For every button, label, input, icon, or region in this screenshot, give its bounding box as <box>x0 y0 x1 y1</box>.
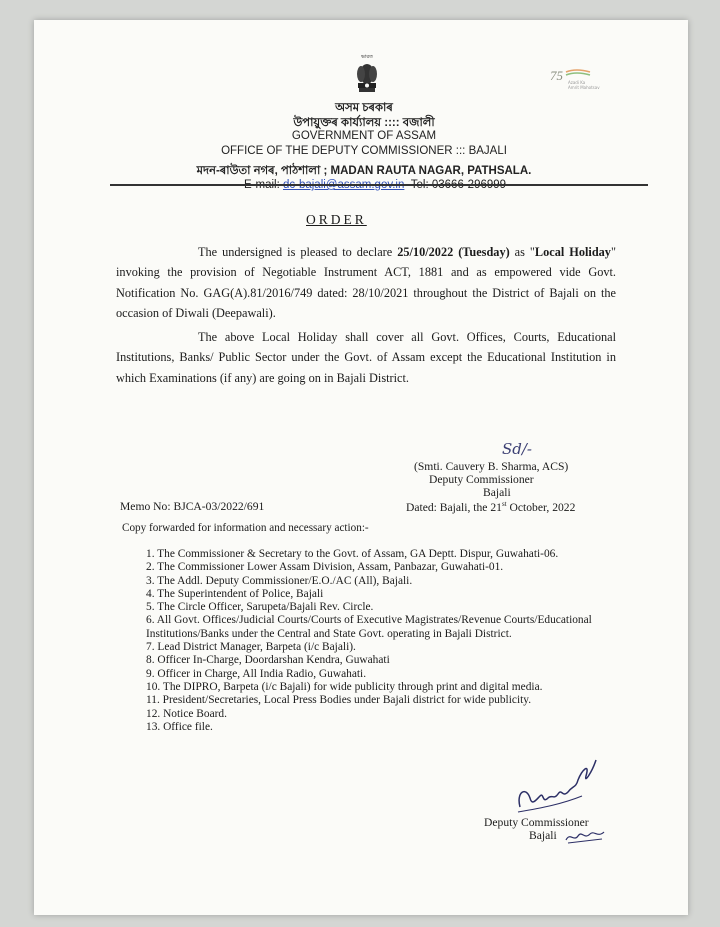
list-item: 1. The Commissioner & Secretary to the Govt. of Assam, GA Deptt. Dispur, Guwahati-06. <box>146 548 559 560</box>
list-item: 6. All Govt. Offices/Judicial Courts/Courts of Executive Magistrates/Revenue Courts/Educational Institutions/Banks under the Central and State Govt. operating in Bajali District. <box>146 614 592 640</box>
sd-text: Sd/- <box>502 440 532 458</box>
footer-place: Bajali <box>529 829 557 842</box>
svg-text:ভারত: ভারত <box>361 54 373 60</box>
holiday-date: 25/10/2022 (Tuesday) <box>397 245 510 259</box>
footer-designation: Deputy Commissioner <box>484 816 589 829</box>
list-item: 7. Lead District Manager, Barpeta (i/c Bajali). <box>146 641 356 654</box>
assamese-govt-heading: অসম চৰকাৰ <box>335 102 393 114</box>
initials-scribble <box>564 826 608 851</box>
para1-text-2: as " <box>509 245 535 259</box>
copy-list <box>146 548 616 734</box>
list-item: 5. The Circle Officer, Sarupeta/Bajali Rev. Circle. <box>146 601 374 614</box>
azadi-ka-amrit-mahotsav-logo-icon <box>546 64 600 92</box>
memo-date-sup: st <box>501 500 507 508</box>
para1-text-3: " invoking the provision of Negotiable Instrument ACT, 1881 and as empowered vide Govt. Notification No. GAG(A).81/2016/749 dated: 28/10/2021 throughout the District of Bajali on the occasion of Diwali (Deepawali). <box>116 245 616 321</box>
holiday-type: Local Holiday <box>534 245 611 259</box>
list-item: 9. Officer in Charge, All India Radio, Guwahati. <box>146 667 367 680</box>
svg-text:Amrit Mahotsav: Amrit Mahotsav <box>568 85 600 90</box>
svg-text:75: 75 <box>550 68 563 83</box>
office-address: মদন-ৰাউতা নগৰ, পাঠশালা ; MADAN RAUTA NAGAR, PATHSALA. <box>196 165 532 177</box>
signatory-designation: Deputy Commissioner <box>429 473 534 486</box>
list-item: 11. President/Secretaries, Local Press Bodies under Bajali district for wide publicity. <box>146 694 532 707</box>
list-item: 8. Officer In-Charge, Doordarshan Kendra, Guwahati <box>146 654 390 667</box>
list-item: 2. The Commissioner Lower Assam Division, Assam, Panbazar, Guwahati-01. <box>146 561 504 574</box>
signatory-place: Bajali <box>483 486 511 499</box>
memo-date-prefix: Dated: Bajali, the 21 <box>406 500 502 514</box>
list-item: 4. The Superintendent of Police, Bajali <box>146 587 324 600</box>
memo-number: Memo No: BJCA-03/2022/691 <box>120 500 265 513</box>
list-item: 12. Notice Board. <box>146 707 227 720</box>
assamese-office-heading: উপায়ুক্তৰ কাৰ্য্যালয় :::: বজালী <box>293 117 435 129</box>
list-item: 13. Office file. <box>146 720 213 733</box>
govt-heading: GOVERNMENT OF ASSAM <box>291 130 437 142</box>
office-heading: OFFICE OF THE DEPUTY COMMISSIONER ::: BAJALI <box>221 145 507 157</box>
copy-heading: Copy forwarded for information and necessary action:- <box>122 522 369 534</box>
memo-date-suffix: October, 2022 <box>506 500 576 514</box>
header-divider <box>110 184 648 186</box>
svg-text:Azadi Ka: Azadi Ka <box>568 80 586 85</box>
signatory-name: (Smti. Cauvery B. Sharma, ACS) <box>414 460 569 473</box>
list-item: 10. The DIPRO, Barpeta (i/c Bajali) for wide publicity through print and digital media. <box>146 680 543 693</box>
order-paragraph-2: The above Local Holiday shall cover all Govt. Offices, Courts, Educational Institutions, Banks/ Public Sector under the Govt. of Assam except the Educational Institution in which Examinations (if any) are going on in Bajali District. <box>116 330 616 385</box>
list-item: 3. The Addl. Deputy Commissioner/E.O./AC (All), Bajali. <box>146 574 413 587</box>
order-paragraph-1 <box>116 242 616 324</box>
memo-date <box>406 500 575 514</box>
document-page <box>34 20 688 915</box>
para1-text-1: The undersigned is pleased to declare <box>198 245 398 259</box>
order-title: ORDER <box>306 212 367 227</box>
